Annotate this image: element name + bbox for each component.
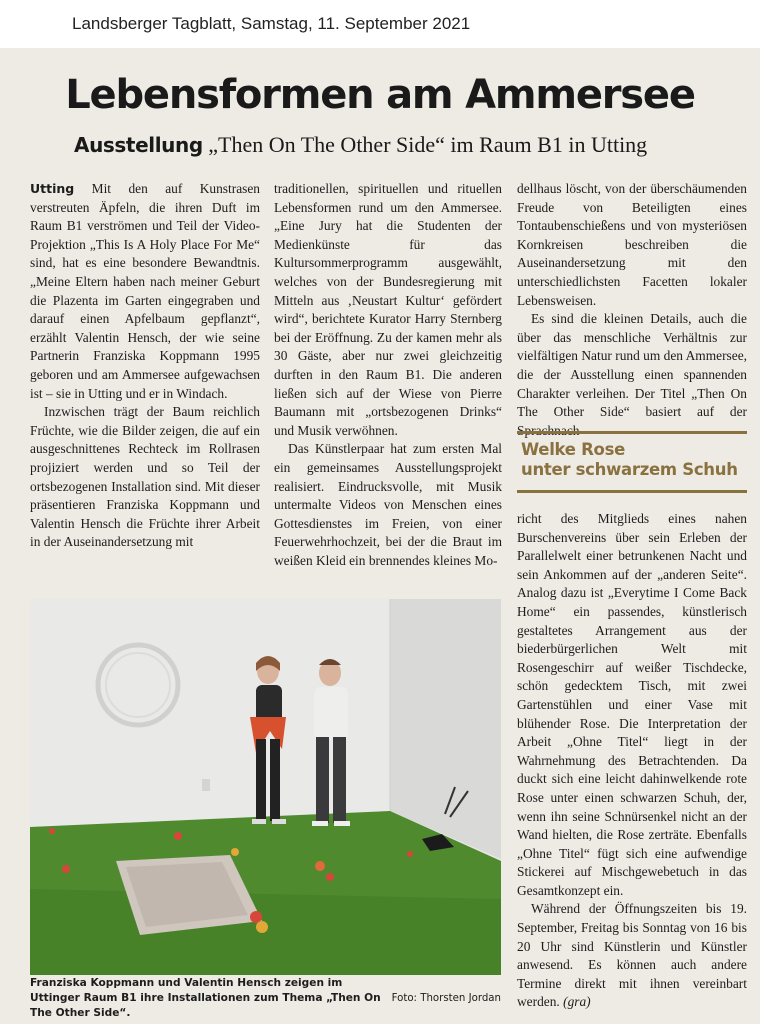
subheadline [74,132,647,158]
subheadline-rest: „Then On The Other Side“ im Raum B1 in Utting [202,132,648,157]
exhibition-photo [30,599,501,975]
paragraph: traditionellen, spirituellen und rituellen Lebensformen rund um den Ammersee. „Eine Jury hat die Studenten der Medienkünste für das Kultursommerprogramm ausgewählt, welches von der Bundesregierung mit Mitteln aus ‚Neustart Kultur‘ gefördert wird“, berichtete Kurator Harry Sternberg bei der Eröffnung. Zu der kamen mehr als 30 Gäste, aber nur zwei gleichzeitig durften in den Raum B1. Die anderen ließen sich auf der Wiese von Pierre Baumann mit „ortsbezogenen Drinks“ und Musik verwöhnen. [274,181,502,438]
paragraph-text: Während der Öffnungszeiten bis 19. September, Freitag bis Sonntag von 16 bis 20 Uhr sind Künstlerin und Künstler anwesend. Es können auch andere Termine direkt mit ihnen vereinbart werden. [517,901,747,1010]
intertitle [521,440,738,480]
intertitle-line-1: Welke Rose [521,440,625,459]
photo-caption [30,976,501,1021]
paragraph: dellhaus löscht, von der überschäumenden Freude von Beteiligten eines Tontaubenschießens und von mysteriösen Kornkreisen beschreiben die Auseinandersetzung mit den unterschiedlichsten Facetten lokaler Lebensweisen. [517,181,747,308]
caption-text: Franziska Koppmann und Valentin Hensch zeigen im Uttinger Raum B1 ihre Installationen zum Thema „Then On The Other Side“. [30,977,381,1019]
source-line: Landsberger Tagblatt, Samstag, 11. September 2021 [0,0,760,48]
paragraph: Das Künstlerpaar hat zum ersten Mal ein gemeinsames Ausstellungsprojekt realisiert. Eindrucksvolle, mit Musik untermalte Videos von Menschen eines Gottesdienstes im Freien, von einer Feuerwehrhochzeit, bei der die Braut im weißen Kleid ein brennendes kleines Mo- [274,441,502,568]
paragraph [517,900,747,1012]
article-column-2 [274,180,502,570]
paragraph: Inzwischen trägt der Baum reichlich Früchte, wie die Bilder zeigen, die auf ein ausgeschnittenes Rechteck im Rollrasen projiziert werden und so Teil der ortsbezogenen Installation sind. Mit dieser präsentieren Franziska Koppmann und Valentin Hensch die Früchte ihrer Arbeit in der Auseinandersetzung mit [30,404,260,550]
paragraph: Es sind die kleinen Details, auch die über das menschliche Verhältnis zur vielfältigen Natur rund um den Ammersee, die der Ausstellung einen spannenden Charakter verleihen. Der Titel „Then On The Other Side“ basiert auf der Sprachnach- [517,311,747,438]
paragraph [30,180,260,403]
headline: Lebensformen am Ammersee [65,72,695,118]
intertitle-box [517,431,747,493]
intertitle-line-2: unter schwarzem Schuh [521,460,738,479]
subheadline-lead: Ausstellung [74,133,203,157]
paragraph: richt des Mitglieds eines nahen Burschenvereins über sein Erleben der Parallelwelt einer betrunkenen Nacht und sein Ankommen auf der „anderen Seite“. Analog dazu ist „Everytime I Come Back Home“ ein passendes, künstlerisch gestaltetes Arrangement aus der biederbürgerlichen Welt mit Rosengeschirr auf weißer Tischdecke, schön gedecktem Tisch, mit zwei Gartenstühlen und einer Vase mit blühender Rose. Die Interpretation der Arbeit „Ohne Titel“ liegt in der Wahrnehmung des Betrachtenden. Da duckt sich eine leicht dahinwelkende rote Rose unter einen schwarzen Schuh, der, wenn ihn seine Schnürsenkel nicht an der Wand hielten, die Rose zerträte. Ebenfalls „Ohne Titel“ fügt sich eine aufwendige Stickerei auf Mischgewebetuch in das Gesamtkonzept ein. [517,511,747,898]
exhibition-photo-illustration [30,599,501,975]
article-column-1 [30,180,260,552]
dateline: Utting [30,181,75,196]
newspaper-clipping [0,48,760,1024]
photo-credit: Foto: Thorsten Jordan [391,993,501,1004]
paragraph-text: Mit den auf Kunstrasen verstreuten Äpfeln, die ihren Duft im Raum B1 verströmen und Teil der Video-Projektion „This Is A Holy Place For Me“ sind, hat es eine besondere Bewandtnis. „Meine Eltern haben nach meiner Geburt die Plazenta im Garten eingegraben und darauf einen Apfelbaum gepflanzt“, erzählt Valentin Hensch, der wie seine Partnerin Franziska Koppmann 1995 geboren und am Ammersee aufgewachsen ist – sie in Utting und er in Windach. [30,181,260,401]
author-signoff: (gra) [563,994,591,1010]
article-column-3-bottom [517,510,747,1012]
article-column-3-top [517,180,747,440]
